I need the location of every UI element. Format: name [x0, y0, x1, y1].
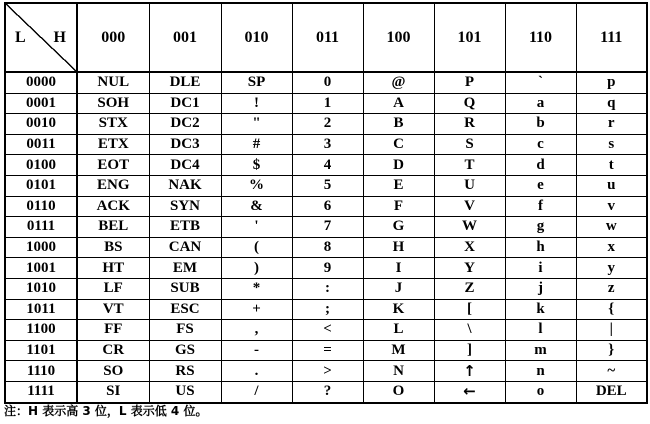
row-header: 0010 [5, 114, 77, 135]
row-header: 0110 [5, 196, 77, 217]
row-header: 0111 [5, 217, 77, 238]
table-cell: c [505, 134, 576, 155]
table-cell: ~ [576, 361, 647, 382]
corner-low-label: L [15, 28, 26, 46]
table-cell: . [221, 361, 292, 382]
row-header: 1011 [5, 299, 77, 320]
table-cell: h [505, 237, 576, 258]
table-cell: CR [77, 340, 149, 361]
table-cell: w [576, 217, 647, 238]
table-cell: i [505, 258, 576, 279]
table-cell: ' [221, 217, 292, 238]
table-cell: ] [434, 340, 505, 361]
table-cell: 2 [292, 114, 363, 135]
table-cell: SYN [149, 196, 221, 217]
table-row [5, 361, 647, 382]
table-cell: G [363, 217, 434, 238]
table-cell: U [434, 175, 505, 196]
table-cell: x [576, 237, 647, 258]
table-row [5, 381, 647, 402]
table-row [5, 93, 647, 114]
row-header: 1100 [5, 320, 77, 341]
row-header: 1101 [5, 340, 77, 361]
table-cell: C [363, 134, 434, 155]
row-header: 1010 [5, 278, 77, 299]
table-cell: M [363, 340, 434, 361]
table-cell: NAK [149, 175, 221, 196]
table-cell: % [221, 175, 292, 196]
table-cell: ENG [77, 175, 149, 196]
table-cell: # [221, 134, 292, 155]
table-cell: " [221, 114, 292, 135]
table-cell: GS [149, 340, 221, 361]
table-row [5, 175, 647, 196]
header-row [5, 3, 647, 72]
table-cell: SUB [149, 278, 221, 299]
table-row [5, 320, 647, 341]
table-row [5, 237, 647, 258]
column-header: 010 [221, 3, 292, 72]
table-cell: Q [434, 93, 505, 114]
table-cell: DC1 [149, 93, 221, 114]
table-cell: Y [434, 258, 505, 279]
table-cell: k [505, 299, 576, 320]
table-cell: & [221, 196, 292, 217]
table-cell: ) [221, 258, 292, 279]
table-cell: T [434, 155, 505, 176]
column-header: 100 [363, 3, 434, 72]
table-cell: 6 [292, 196, 363, 217]
table-cell: ? [292, 381, 363, 402]
table-cell: 8 [292, 237, 363, 258]
table-row [5, 196, 647, 217]
table-cell: BS [77, 237, 149, 258]
table-cell: 0 [292, 72, 363, 93]
table-cell: ETX [77, 134, 149, 155]
table-cell: z [576, 278, 647, 299]
table-cell: b [505, 114, 576, 135]
column-header: 001 [149, 3, 221, 72]
table-row [5, 340, 647, 361]
table-cell: $ [221, 155, 292, 176]
table-cell: SO [77, 361, 149, 382]
footnote: 注：H 表示高 3 位，L 表示低 4 位。 [4, 404, 208, 418]
table-cell: : [292, 278, 363, 299]
table-cell: P [434, 72, 505, 93]
table-cell: DLE [149, 72, 221, 93]
table-cell: ← [434, 381, 505, 402]
table-cell: E [363, 175, 434, 196]
table-cell: S [434, 134, 505, 155]
table-cell: 5 [292, 175, 363, 196]
table-cell: FS [149, 320, 221, 341]
table-cell: ` [505, 72, 576, 93]
table-cell: DC4 [149, 155, 221, 176]
table-cell: j [505, 278, 576, 299]
table-row [5, 114, 647, 135]
column-header: 000 [77, 3, 149, 72]
table-cell: CAN [149, 237, 221, 258]
column-header: 110 [505, 3, 576, 72]
table-cell: SI [77, 381, 149, 402]
table-cell: u [576, 175, 647, 196]
row-header: 1000 [5, 237, 77, 258]
table-cell: f [505, 196, 576, 217]
table-cell: o [505, 381, 576, 402]
table-cell: } [576, 340, 647, 361]
table-row [5, 155, 647, 176]
table-cell: VT [77, 299, 149, 320]
row-header: 1111 [5, 381, 77, 402]
table-cell: BEL [77, 217, 149, 238]
table-cell: EOT [77, 155, 149, 176]
table-cell: 9 [292, 258, 363, 279]
table-cell: m [505, 340, 576, 361]
table-cell: , [221, 320, 292, 341]
table-cell: q [576, 93, 647, 114]
table-cell: a [505, 93, 576, 114]
table-row [5, 258, 647, 279]
column-header: 011 [292, 3, 363, 72]
table-cell: K [363, 299, 434, 320]
table-cell: r [576, 114, 647, 135]
row-header: 0100 [5, 155, 77, 176]
table-cell: V [434, 196, 505, 217]
table-cell: / [221, 381, 292, 402]
table-cell: ! [221, 93, 292, 114]
table-cell: ETB [149, 217, 221, 238]
row-header: 0001 [5, 93, 77, 114]
table-cell: A [363, 93, 434, 114]
table-cell: Z [434, 278, 505, 299]
table-cell: D [363, 155, 434, 176]
table-cell: I [363, 258, 434, 279]
table-cell: EM [149, 258, 221, 279]
table-cell: [ [434, 299, 505, 320]
table-cell: ; [292, 299, 363, 320]
table-body [5, 72, 647, 403]
table-cell: W [434, 217, 505, 238]
table-cell: { [576, 299, 647, 320]
table-cell: > [292, 361, 363, 382]
table-cell: J [363, 278, 434, 299]
table-cell: F [363, 196, 434, 217]
table-cell: N [363, 361, 434, 382]
table-cell: DC3 [149, 134, 221, 155]
table-cell: O [363, 381, 434, 402]
table-cell: s [576, 134, 647, 155]
row-header: 1001 [5, 258, 77, 279]
table-cell: RS [149, 361, 221, 382]
table-cell: 1 [292, 93, 363, 114]
table-cell: v [576, 196, 647, 217]
column-header: 111 [576, 3, 647, 72]
table-cell: \ [434, 320, 505, 341]
table-cell: n [505, 361, 576, 382]
row-header: 0011 [5, 134, 77, 155]
table-cell: ( [221, 237, 292, 258]
table-cell: + [221, 299, 292, 320]
table-cell: SP [221, 72, 292, 93]
table-cell: - [221, 340, 292, 361]
table-row [5, 134, 647, 155]
row-header: 0000 [5, 72, 77, 93]
table-cell: d [505, 155, 576, 176]
table-cell: < [292, 320, 363, 341]
table-cell: e [505, 175, 576, 196]
row-header: 1110 [5, 361, 77, 382]
table-row [5, 72, 647, 93]
table-cell: @ [363, 72, 434, 93]
table-cell: B [363, 114, 434, 135]
ascii-code-table [4, 2, 648, 404]
table-cell: y [576, 258, 647, 279]
table-cell: US [149, 381, 221, 402]
table-cell: LF [77, 278, 149, 299]
table-cell: ↑ [434, 361, 505, 382]
table-cell: 4 [292, 155, 363, 176]
table-row [5, 217, 647, 238]
table-cell: NUL [77, 72, 149, 93]
table-cell: 7 [292, 217, 363, 238]
table-cell: R [434, 114, 505, 135]
table-cell: p [576, 72, 647, 93]
table-cell: | [576, 320, 647, 341]
table-cell: = [292, 340, 363, 361]
table-cell: ESC [149, 299, 221, 320]
table-cell: t [576, 155, 647, 176]
table-cell: 3 [292, 134, 363, 155]
table-cell: X [434, 237, 505, 258]
table-cell: * [221, 278, 292, 299]
table-cell: l [505, 320, 576, 341]
table-row [5, 278, 647, 299]
table-cell: STX [77, 114, 149, 135]
table-cell: L [363, 320, 434, 341]
row-header: 0101 [5, 175, 77, 196]
table-cell: ACK [77, 196, 149, 217]
table-row [5, 299, 647, 320]
table-cell: FF [77, 320, 149, 341]
table-cell: DEL [576, 381, 647, 402]
corner-header-cell [5, 3, 77, 72]
table-cell: DC2 [149, 114, 221, 135]
table-cell: g [505, 217, 576, 238]
column-header: 101 [434, 3, 505, 72]
table-cell: SOH [77, 93, 149, 114]
table-cell: HT [77, 258, 149, 279]
table-cell: H [363, 237, 434, 258]
corner-high-label: H [53, 28, 66, 46]
